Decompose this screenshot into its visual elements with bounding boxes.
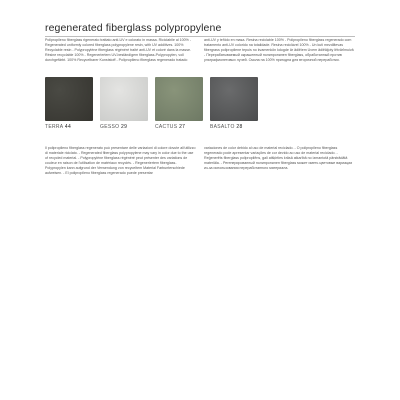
intro-column-left (45, 38, 196, 63)
swatch-name: TERRA (45, 124, 64, 130)
swatch-cactus (155, 77, 203, 121)
notes-text (45, 146, 355, 177)
swatch-gesso (100, 77, 148, 121)
notes-paragraph-right: variaciones de color debido al uso de material reciclado. - O polipropileno fiberglass regenerado pode apresentar variações de cor devido ao uso de material reciclado. - Reģenerēts fiberglass polipropilēns, gali atšķirties krāsā atkarībā no izmantotā pārstrādātā materiāla. - Регенерированный полипропилен fiberglass может иметь цветовые вариации из-за использования переработанного материала. (204, 146, 353, 171)
notes-column-left (45, 146, 196, 177)
swatch-name: BASALTO (210, 124, 235, 130)
swatch-terra (45, 77, 93, 121)
intro-text (45, 38, 355, 63)
swatch-name: GESSO (100, 124, 120, 130)
intro-paragraph-left: Polipropileno fiberglass rigenerato trattato anti-UV e colorato in massa. Riciclabile al 100% - Regenerated uniformly colored fiberglass polypropylene resin, with UV additives. 100% Recyclable resin - Polypropylène fiberglass régénéré traité anti-UV et coloré dans la masse. Résine recyclable 100% - Regeneriertem UV-beständigem fiberglass-Polypropylen, voll durchgefärbt. 100% Recycelbarer Kunststoff - Polipropileno fiberglass regenerado tratado (45, 38, 192, 63)
swatch-name: CACTUS (155, 124, 178, 130)
intro-paragraph-right: anti-UV y teñido en masa. Resina reciclable 100% - Polipropileno fiberglass regenerado com tratamento anti-UV colorido na totalidade. Resina reciclável 100% - Un kuti mezdiltevas fibergrass polipropilene tepuis no kvamenkōn kdogde ār ādiēiem Uvem ādiēāijoty lētvārīmuivā - Перерабатываемый окрашенный полипропилен fiberglass, обработанный против ультрафиолетовых лучей. Смола на 100% пригодна для вторичной переработки. (204, 38, 354, 63)
page-title: regenerated fiberglass polypropylene (45, 22, 222, 34)
swatch-label-terra (45, 124, 71, 130)
notes-column-right (204, 146, 355, 177)
swatch-label-basalto (210, 124, 243, 130)
notes-paragraph-left: Il polipropileno fiberglass regenerato può presentare delle variazioni di colore dovute all'utilizzo di materiale riciclato. - Regenerated fiberglass polypropylene may vary in color due to the use of recycled material. - Polypropylène fiberglass régénéré peut présenter des variations de couleur en raison de l'utilisation de matériaux recyclés. - Regeneriertem fiberglass-Polypropylen kann aufgrund der Verwendung von recyceltem Material Farbunterschiede aufweisen. - El polipropileno fiberglass regenerado puede presentar (45, 146, 196, 176)
swatch-code: 44 (64, 124, 72, 130)
swatch-label-cactus (155, 124, 185, 130)
color-swatches (45, 77, 355, 132)
swatch-code: 27 (179, 124, 186, 130)
swatch-code: 28 (236, 124, 243, 130)
swatch-basalto (210, 77, 258, 121)
title-bar (45, 22, 355, 37)
swatch-label-gesso (100, 124, 127, 130)
swatch-code: 29 (121, 124, 128, 130)
intro-column-right (204, 38, 355, 63)
